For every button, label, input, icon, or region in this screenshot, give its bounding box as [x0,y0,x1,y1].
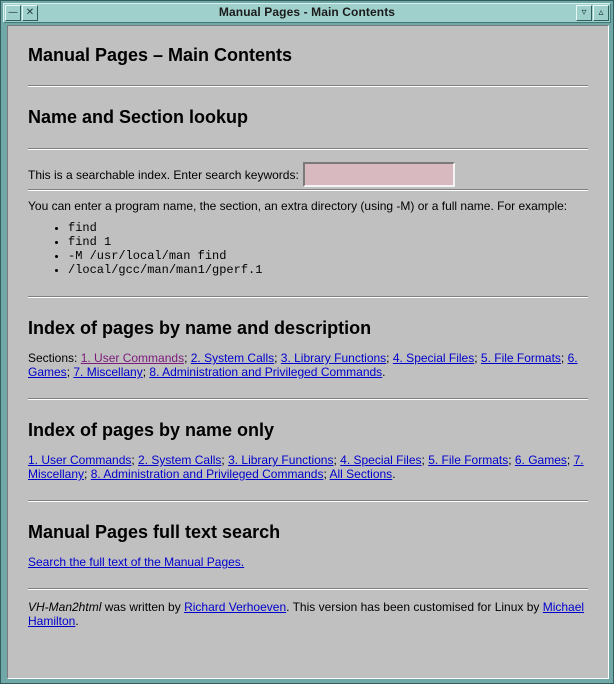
divider [28,398,588,400]
link-user-commands[interactable]: 1. User Commands [80,351,185,365]
footer-text: was written by [101,600,185,614]
fulltext-section [28,521,588,569]
link-library-functions[interactable]: 3. Library Functions [280,351,387,365]
divider [28,148,588,150]
tool-name: VH-Man2html [28,600,102,614]
index-name-heading: Index of pages by name only [28,420,275,440]
search-input[interactable] [303,162,455,187]
index-name-links: 1. User Commands; 2. System Calls; 3. Library Functions; 4. Special Files; 5. File Formats; 6. Games; 7. Miscellany; 8. Administration and Privileged Commands; All Sections. [28,453,584,481]
fulltext-links [28,555,588,569]
index-desc-section [28,317,588,379]
link-administration[interactable]: 8. Administration and Privileged Commands [149,365,383,379]
link-special-files[interactable]: 4. Special Files [392,351,475,365]
list-item: • find 1 [68,235,588,249]
link-maintainer[interactable]: Michael Hamilton [28,600,585,628]
list-item: • /local/gcc/man/man1/gperf.1 [68,263,588,277]
fulltext-heading: Manual Pages full text search [28,522,281,542]
divider [28,588,588,590]
page-title: Manual Pages – Main Contents [28,45,293,65]
window-title: Manual Pages - Main Contents [218,5,396,19]
lookup-section [28,106,588,277]
list-item: • find [68,221,588,235]
link-games[interactable]: 6. Games [28,351,578,379]
divider [28,296,588,298]
sections-label: Sections: [28,351,78,365]
search-row [28,162,588,187]
maximize-icon[interactable]: ▵ [593,5,609,21]
divider [28,500,588,502]
footer-text: . [75,614,79,628]
link-all-sections[interactable]: All Sections [329,467,393,481]
index-desc-heading: Index of pages by name and description [28,318,372,338]
index-name-section [28,419,588,481]
link-file-formats[interactable]: 5. File Formats [480,351,561,365]
link-miscellany[interactable]: 7. Miscellany [73,365,143,379]
search-prompt: This is a searchable index. Enter search keywords: [28,167,299,182]
link-administration[interactable]: 8. Administration and Privileged Commands [90,467,324,481]
link-system-calls[interactable]: 2. System Calls [138,453,222,467]
index-desc-links: Sections: 1. User Commands; 2. System Calls; 3. Library Functions; 4. Special Files; 5. File Formats; 6. Games; 7. Miscellany; 8. Administration and Privileged Commands. [28,351,578,379]
link-fulltext-search[interactable]: Search the full text of the Manual Pages. [28,555,245,569]
lookup-help: You can enter a program name, the section, an extra directory (using -M) or a full name. For example: [28,199,568,213]
link-special-files[interactable]: 4. Special Files [340,453,422,467]
link-author[interactable]: Richard Verhoeven [184,600,287,614]
link-miscellany[interactable]: 7. Miscellany [28,453,584,481]
link-library-functions[interactable]: 3. Library Functions [228,453,334,467]
link-games[interactable]: 6. Games [514,453,567,467]
page-content [7,25,609,679]
link-user-commands[interactable]: 1. User Commands [28,453,132,467]
footer [28,600,588,628]
link-file-formats[interactable]: 5. File Formats [428,453,509,467]
window-menu-icon[interactable]: — [5,5,21,21]
lookup-heading: Name and Section lookup [28,107,249,127]
divider [28,189,588,191]
examples-list [28,221,588,277]
close-icon[interactable]: ✕ [22,5,38,21]
footer-text: . This version has been customised for Linux by [286,600,543,614]
minimize-icon[interactable]: ▿ [576,5,592,21]
list-item: • -M /usr/local/man find [68,249,588,263]
link-system-calls[interactable]: 2. System Calls [190,351,275,365]
title-bar[interactable] [3,3,611,23]
divider [28,85,588,87]
